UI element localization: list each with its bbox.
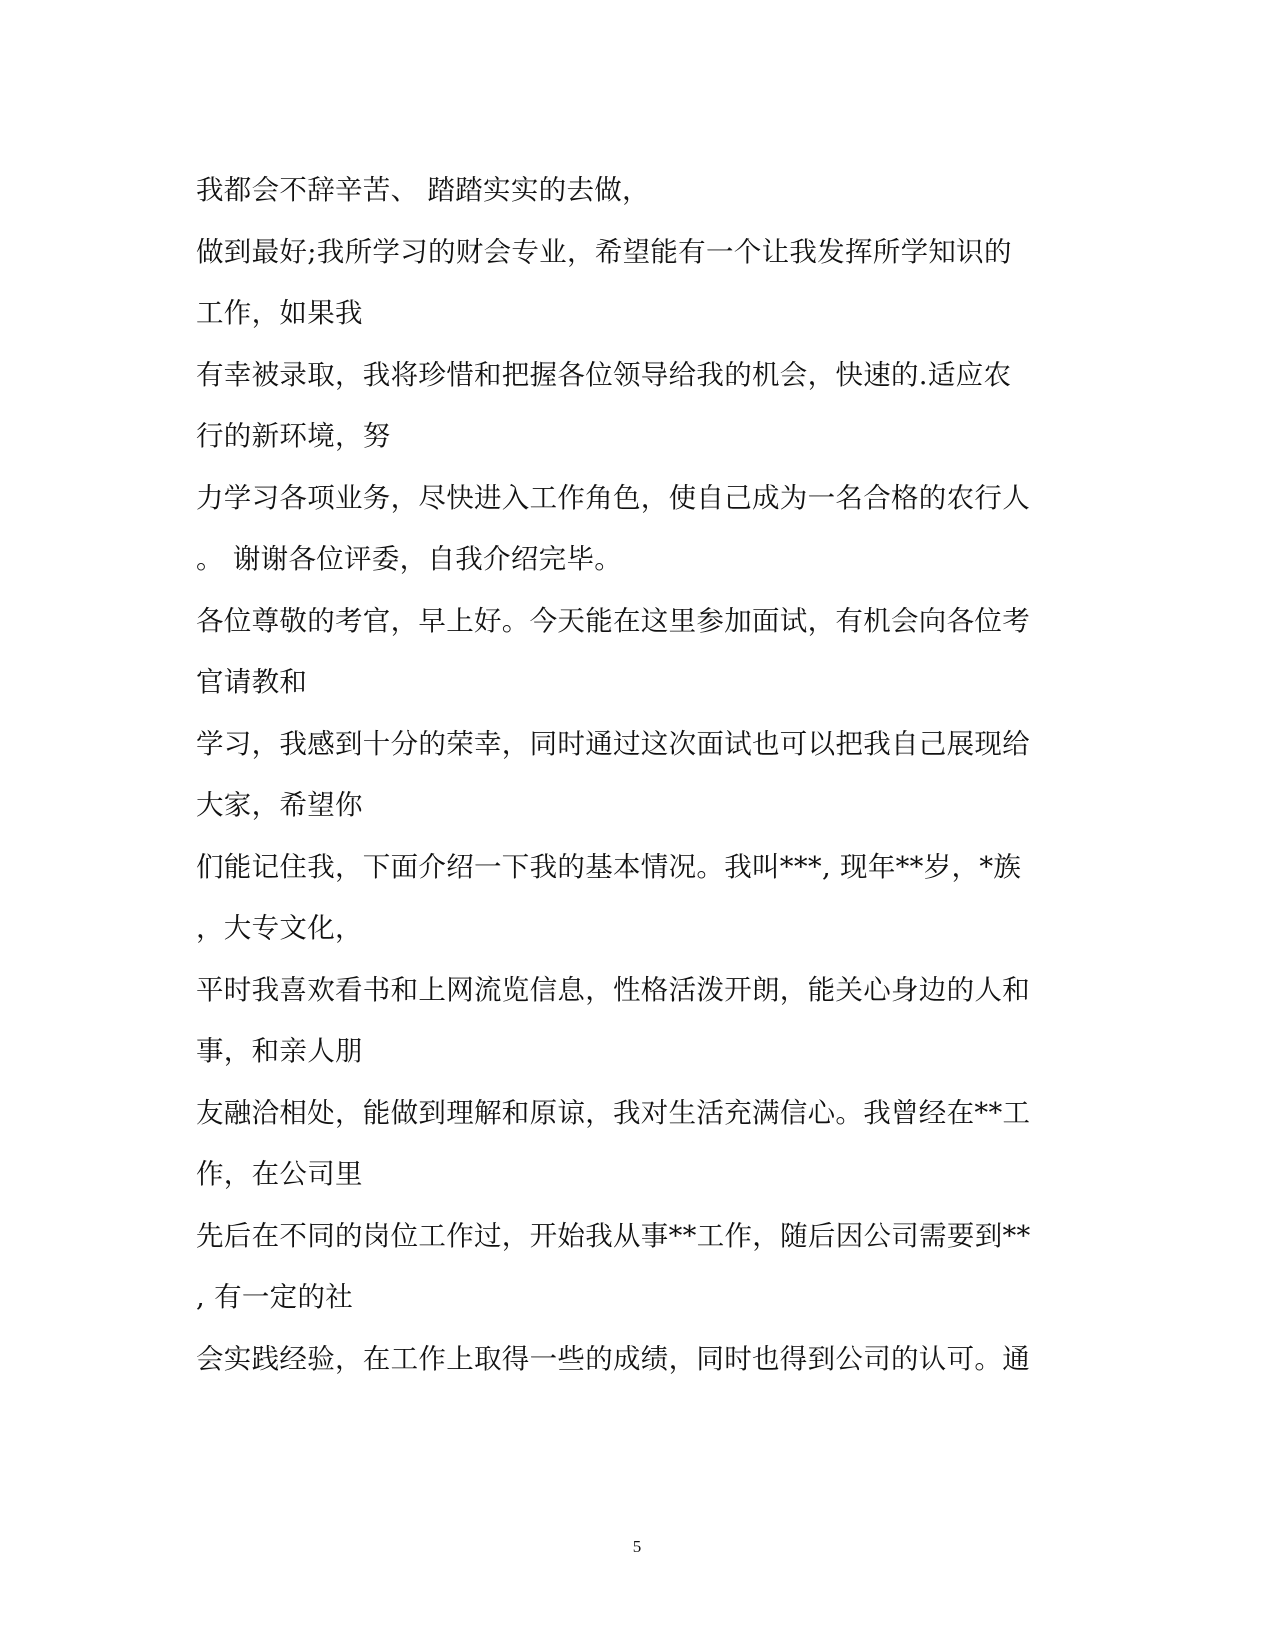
text-line: 大家，希望你 [196, 789, 363, 821]
text-line: 先后在不同的岗位工作过，开始我从事**工作，随后因公司需要到** [196, 1219, 1031, 1252]
text-line: 会实践经验，在工作上取得一些的成绩，同时也得到公司的认可。通 [196, 1342, 1030, 1375]
text-line: 们能记住我，下面介绍一下我的基本情况。我叫***, 现年**岁，*族 [196, 850, 1022, 883]
text-line: 平时我喜欢看书和上网流览信息，性格活泼开朗，能关心身边的人和 [196, 973, 1030, 1006]
text-line: 做到最好;我所学习的财会专业，希望能有一个让我发挥所学知识的 [196, 235, 1012, 268]
text-line: 有幸被录取，我将珍惜和把握各位领导给我的机会，快速的.适应农 [196, 358, 1012, 391]
text-line: 力学习各项业务，尽快进入工作角色，使自己成为一名合格的农行人 [196, 481, 1030, 514]
text-line: 工作，如果我 [196, 297, 363, 329]
text-line: ，大专文化， [196, 912, 363, 944]
text-line: 作，在公司里 [196, 1158, 363, 1190]
text-line: 官请教和 [196, 666, 308, 698]
text-line: , 有一定的社 [196, 1281, 354, 1313]
text-line: 学习，我感到十分的荣幸，同时通过这次面试也可以把我自己展现给 [196, 727, 1030, 760]
body-text [196, 160, 1086, 1390]
text-line: 我都会不辞辛苦、 踏踏实实的去做， [196, 174, 650, 206]
text-line: 友融洽相处，能做到理解和原谅，我对生活充满信心。我曾经在**工 [196, 1096, 1031, 1129]
text-line: 行的新环境，努 [196, 420, 391, 452]
page-number: 5 [632, 1537, 642, 1556]
text-line: 事，和亲人朋 [196, 1035, 363, 1067]
text-line: 。 谢谢各位评委，自我介绍完毕。 [196, 543, 623, 575]
text-line: 各位尊敬的考官，早上好。今天能在这里参加面试，有机会向各位考 [196, 604, 1030, 637]
